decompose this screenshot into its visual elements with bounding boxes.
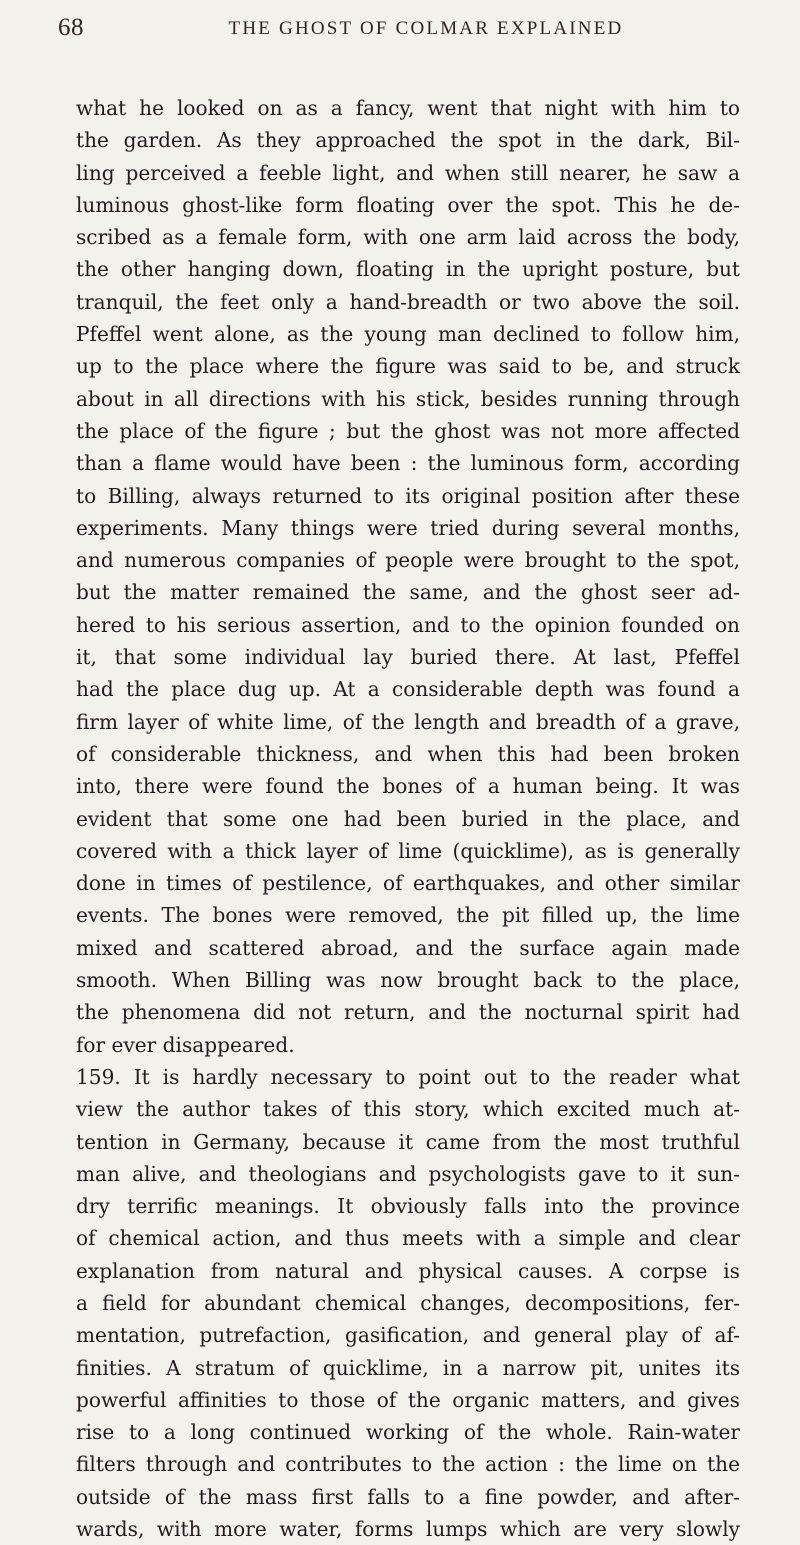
body-text <box>76 92 740 1545</box>
text-line: tranquil, the feet only a hand-breadth or two above the soil. <box>76 289 740 314</box>
text-line: had the place dug up. At a considerable depth was found a <box>76 677 740 702</box>
text-line: events. The bones were removed, the pit filled up, the lime <box>76 903 740 928</box>
text-line: but the matter remained the same, and the ghost seer ad- <box>76 580 740 605</box>
text-line: dry terrific meanings. It obviously falls into the province <box>76 1194 740 1219</box>
text-line: powerful affinities to those of the organic matters, and gives <box>76 1387 740 1412</box>
text-line: the phenomena did not return, and the nocturnal spirit had <box>76 1000 740 1025</box>
text-line: done in times of pestilence, of earthquakes, and other similar <box>76 871 740 896</box>
text-line: rise to a long continued working of the whole. Rain-water <box>76 1420 740 1445</box>
text-line: the other hanging down, floating in the upright posture, but <box>76 257 740 282</box>
text-line: wards, with more water, forms lumps which are very slowly <box>76 1517 740 1542</box>
text-line: smooth. When Billing was now brought back to the place, <box>76 968 740 993</box>
text-line: it, that some individual lay buried there. At last, Pfeffel <box>76 645 740 670</box>
page-number: 68 <box>58 14 84 41</box>
text-line: about in all directions with his stick, besides running through <box>76 386 740 411</box>
text-line: finities. A stratum of quicklime, in a narrow pit, unites its <box>76 1355 740 1380</box>
text-line: evident that some one had been buried in the place, and <box>76 806 740 831</box>
text-line: than a flame would have been : the luminous form, according <box>76 451 740 476</box>
text-line: filters through and contributes to the action : the lime on the <box>76 1452 740 1477</box>
text-line: luminous ghost-like form floating over the spot. This he de- <box>76 192 740 217</box>
text-line: tention in Germany, because it came from the most truthful <box>76 1129 740 1154</box>
text-line: view the author takes of this story, which excited much at- <box>76 1097 740 1122</box>
text-line: a field for abundant chemical changes, decompositions, fer- <box>76 1290 740 1315</box>
text-line: mentation, putrefaction, gasification, and general play of af- <box>76 1323 740 1348</box>
text-line: scribed as a female form, with one arm laid across the body, <box>76 225 740 250</box>
text-line: Pfeffel went alone, as the young man declined to follow him, <box>76 322 740 347</box>
text-line: of considerable thickness, and when this had been broken <box>76 741 740 766</box>
text-line: for ever disappeared. <box>76 1032 295 1057</box>
text-line: what he looked on as a fancy, went that night with him to <box>76 96 740 120</box>
text-line: into, there were found the bones of a human being. It was <box>76 774 740 799</box>
text-line: 159. It is hardly necessary to point out to the reader what <box>76 1064 740 1089</box>
text-line: explanation from natural and physical causes. A corpse is <box>76 1258 740 1283</box>
text-line: hered to his serious assertion, and to the opinion founded on <box>76 612 740 637</box>
text-line: up to the place where the figure was said to be, and struck <box>76 354 740 379</box>
text-line: ling perceived a feeble light, and when still nearer, he saw a <box>76 160 740 185</box>
running-title: THE GHOST OF COLMAR EXPLAINED <box>228 18 624 39</box>
text-line: the place of the figure ; but the ghost was not more affected <box>76 418 740 443</box>
text-line: and numerous companies of people were brought to the spot, <box>76 548 740 573</box>
text-line: covered with a thick layer of lime (quicklime), as is generally <box>76 838 740 863</box>
text-line: outside of the mass first falls to a fine powder, and after- <box>76 1484 740 1509</box>
text-line: experiments. Many things were tried during several months, <box>76 515 740 540</box>
page-header <box>58 14 754 54</box>
text-line: mixed and scattered abroad, and the surface again made <box>76 935 740 960</box>
text-line: of chemical action, and thus meets with a simple and clear <box>76 1226 740 1251</box>
text-line: firm layer of white lime, of the length and breadth of a grave, <box>76 709 740 734</box>
text-line: the garden. As they approached the spot in the dark, Bil- <box>76 128 740 153</box>
text-line: to Billing, always returned to its original position after these <box>76 483 740 508</box>
text-line: man alive, and theologians and psychologists gave to it sun- <box>76 1161 740 1186</box>
